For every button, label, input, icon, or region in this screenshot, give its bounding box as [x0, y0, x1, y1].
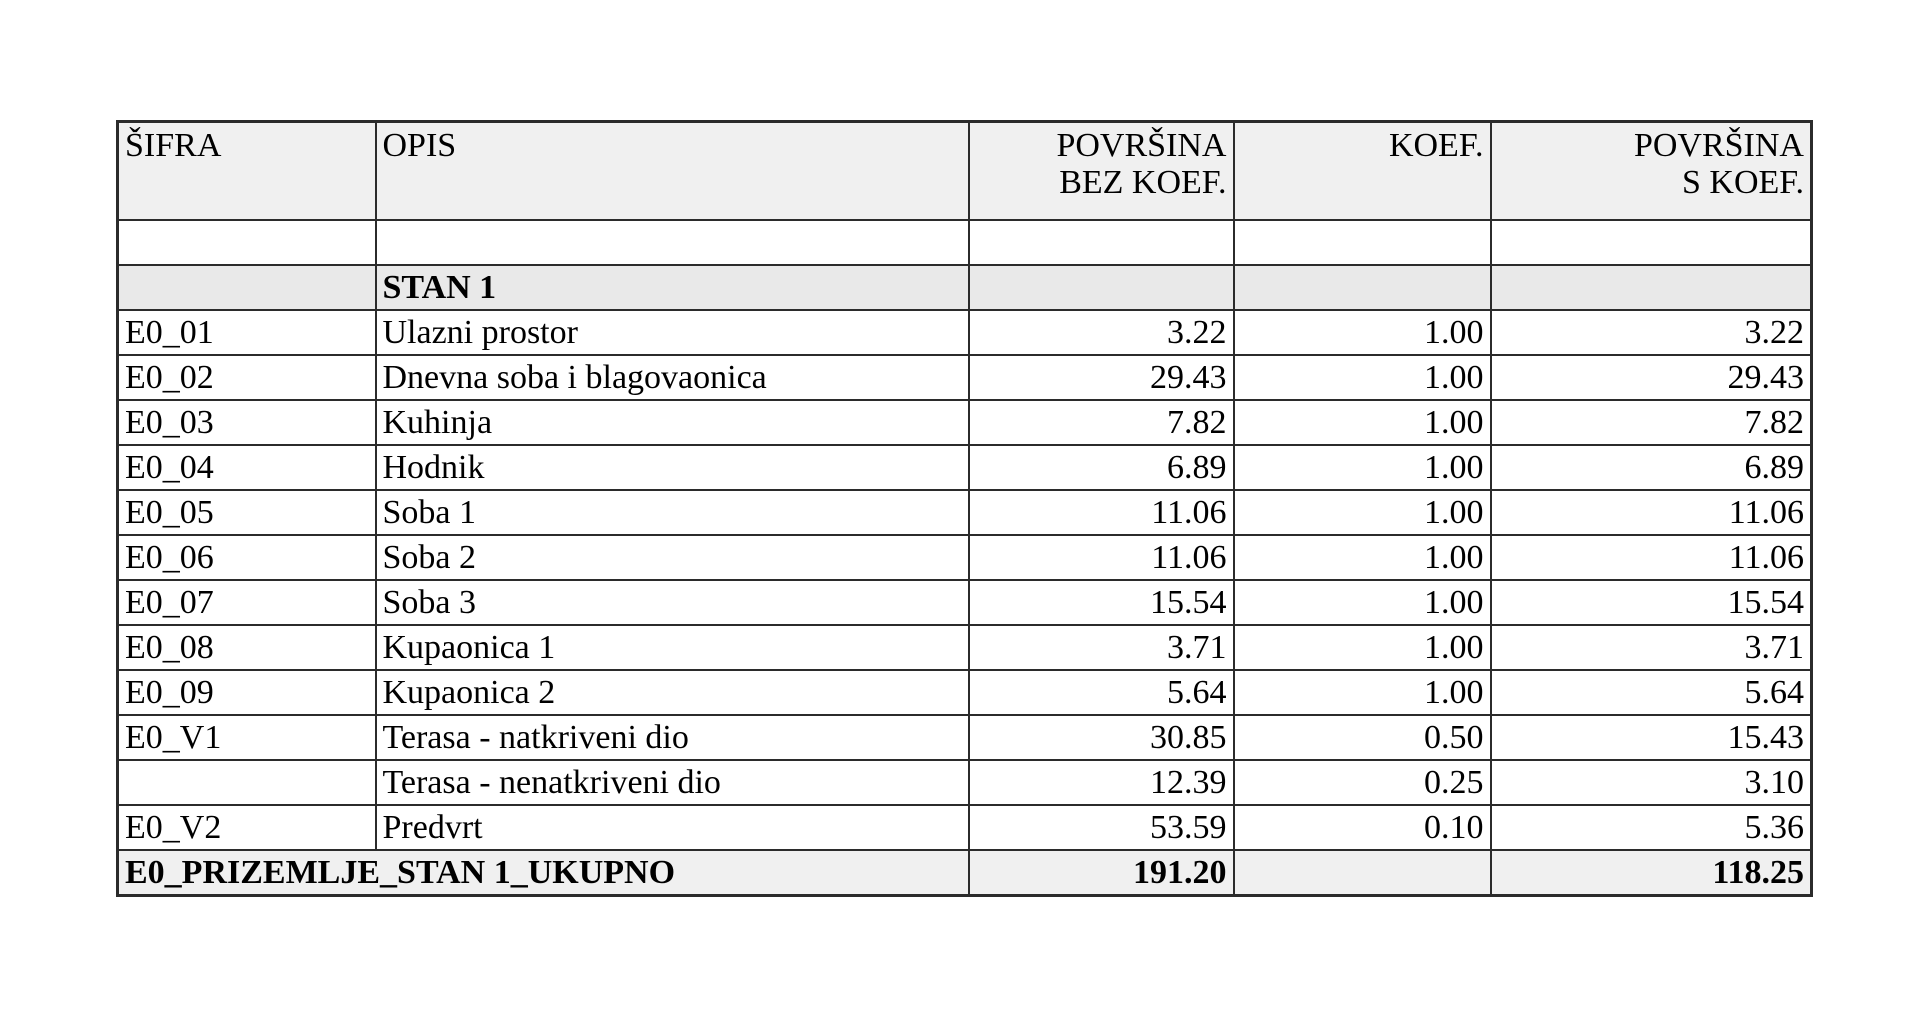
cell-coef: 0.25	[1234, 760, 1491, 805]
cell-area-coef: 7.82	[1491, 400, 1812, 445]
cell-area-coef: 6.89	[1491, 445, 1812, 490]
section-area-cell	[969, 265, 1234, 310]
blank-cell	[969, 220, 1234, 265]
cell-area-coef: 11.06	[1491, 535, 1812, 580]
cell-area-coef: 5.36	[1491, 805, 1812, 850]
header-area-line1: POVRŠINA	[1056, 127, 1227, 164]
cell-area: 12.39	[969, 760, 1234, 805]
section-code-cell	[118, 265, 376, 310]
table-row	[118, 625, 1812, 670]
cell-coef: 1.00	[1234, 490, 1491, 535]
cell-coef: 1.00	[1234, 355, 1491, 400]
header-coef: KOEF.	[1234, 122, 1491, 221]
cell-description: Soba 1	[376, 490, 969, 535]
cell-code: E0_07	[118, 580, 376, 625]
cell-coef: 0.50	[1234, 715, 1491, 760]
cell-area: 15.54	[969, 580, 1234, 625]
cell-code: E0_01	[118, 310, 376, 355]
cell-coef: 1.00	[1234, 535, 1491, 580]
cell-area-coef: 3.10	[1491, 760, 1812, 805]
cell-coef: 1.00	[1234, 670, 1491, 715]
header-description: OPIS	[376, 122, 969, 221]
cell-description: Kuhinja	[376, 400, 969, 445]
cell-coef: 1.00	[1234, 400, 1491, 445]
cell-coef: 1.00	[1234, 580, 1491, 625]
header-row	[118, 122, 1812, 221]
table-header	[118, 122, 1812, 221]
cell-description: Dnevna soba i blagovaonica	[376, 355, 969, 400]
blank-cell	[1234, 220, 1491, 265]
cell-area: 11.06	[969, 490, 1234, 535]
table-row	[118, 310, 1812, 355]
cell-area: 3.71	[969, 625, 1234, 670]
table-row	[118, 490, 1812, 535]
blank-row	[118, 220, 1812, 265]
cell-area-coef: 15.43	[1491, 715, 1812, 760]
table-row	[118, 805, 1812, 850]
total-label: E0_PRIZEMLJE_STAN 1_UKUPNO	[118, 850, 969, 896]
cell-description: Kupaonica 1	[376, 625, 969, 670]
table-row	[118, 760, 1812, 805]
cell-coef: 1.00	[1234, 445, 1491, 490]
cell-area: 53.59	[969, 805, 1234, 850]
cell-code	[118, 760, 376, 805]
table-row	[118, 355, 1812, 400]
blank-cell	[1491, 220, 1812, 265]
cell-coef: 0.10	[1234, 805, 1491, 850]
cell-description: Kupaonica 2	[376, 670, 969, 715]
cell-area: 6.89	[969, 445, 1234, 490]
section-coef-cell	[1234, 265, 1491, 310]
cell-coef: 1.00	[1234, 625, 1491, 670]
cell-area: 5.64	[969, 670, 1234, 715]
cell-code: E0_09	[118, 670, 376, 715]
cell-description: Terasa - natkriveni dio	[376, 715, 969, 760]
cell-description: Ulazni prostor	[376, 310, 969, 355]
cell-description: Soba 3	[376, 580, 969, 625]
cell-description: Soba 2	[376, 535, 969, 580]
cell-area-coef: 11.06	[1491, 490, 1812, 535]
cell-code: E0_06	[118, 535, 376, 580]
table-row	[118, 535, 1812, 580]
table-row	[118, 580, 1812, 625]
table-row	[118, 400, 1812, 445]
area-table	[116, 120, 1813, 897]
cell-area-coef: 29.43	[1491, 355, 1812, 400]
cell-code: E0_05	[118, 490, 376, 535]
header-area-coef	[1491, 122, 1812, 221]
table-row	[118, 715, 1812, 760]
cell-description: Hodnik	[376, 445, 969, 490]
cell-area: 30.85	[969, 715, 1234, 760]
blank-cell	[376, 220, 969, 265]
cell-area: 11.06	[969, 535, 1234, 580]
cell-code: E0_02	[118, 355, 376, 400]
cell-code: E0_04	[118, 445, 376, 490]
total-coef-cell	[1234, 850, 1491, 896]
header-area-coef-line2: S KOEF.	[1682, 164, 1804, 202]
cell-area: 29.43	[969, 355, 1234, 400]
cell-description: Terasa - nenatkriveni dio	[376, 760, 969, 805]
total-row	[118, 850, 1812, 896]
total-area-coef: 118.25	[1491, 850, 1812, 896]
blank-cell	[118, 220, 376, 265]
cell-area-coef: 15.54	[1491, 580, 1812, 625]
table-body	[118, 220, 1812, 850]
header-area-coef-line1: POVRŠINA	[1633, 127, 1804, 164]
cell-code: E0_08	[118, 625, 376, 670]
table-footer	[118, 850, 1812, 896]
cell-area: 3.22	[969, 310, 1234, 355]
cell-area-coef: 3.71	[1491, 625, 1812, 670]
table-row	[118, 445, 1812, 490]
section-title: STAN 1	[376, 265, 969, 310]
cell-area-coef: 5.64	[1491, 670, 1812, 715]
cell-area: 7.82	[969, 400, 1234, 445]
cell-code: E0_V1	[118, 715, 376, 760]
cell-code: E0_03	[118, 400, 376, 445]
header-code: ŠIFRA	[118, 122, 376, 221]
table-row	[118, 670, 1812, 715]
total-area: 191.20	[969, 850, 1234, 896]
header-area-line2: BEZ KOEF.	[1059, 164, 1227, 202]
header-area	[969, 122, 1234, 221]
cell-code: E0_V2	[118, 805, 376, 850]
cell-coef: 1.00	[1234, 310, 1491, 355]
section-row	[118, 265, 1812, 310]
section-area-coef-cell	[1491, 265, 1812, 310]
cell-description: Predvrt	[376, 805, 969, 850]
cell-area-coef: 3.22	[1491, 310, 1812, 355]
